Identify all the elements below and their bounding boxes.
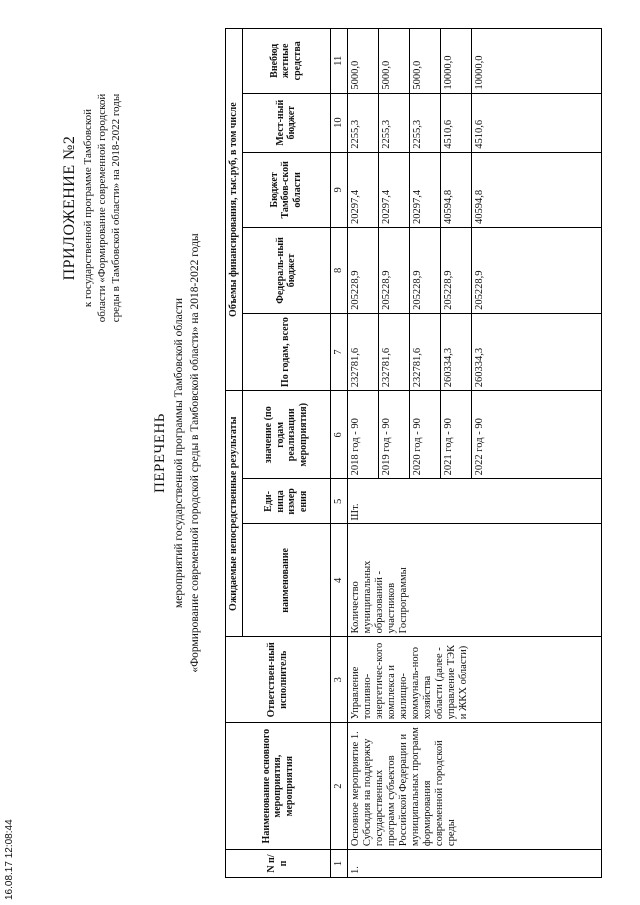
row-indicator: Количество муниципальных образований - участников Госпрограммы — [347, 523, 601, 636]
row-name: Основное мероприятие 1. Субсидия на поддержку государственных программ субъектов Российской Федерации и муниципальных программ формирования современной городской среды — [347, 722, 601, 849]
header-expected: Ожидаемые непосредственные результаты — [226, 390, 243, 636]
year-local: 2255,3 — [378, 93, 409, 152]
year-value: 2022 год - 90 — [471, 390, 601, 478]
year-value: 2021 год - 90 — [440, 390, 471, 478]
header-regional: Бюджет Тамбов-ской области — [242, 152, 330, 227]
rotated-sheet — [20, 18, 620, 888]
column-number: 10 — [330, 93, 347, 152]
row-executor: Управление топливно-энергетичес-кого комплекса и жилищно-коммуналь-ного хозяйства области (далее - управление ТЭК и ЖКХ области) — [347, 636, 601, 722]
year-local: 2255,3 — [347, 93, 378, 152]
appendix-heading: ПРИЛОЖЕНИЕ №2 — [61, 135, 78, 280]
year-federal: 205228,9 — [471, 227, 601, 313]
column-number: 11 — [330, 28, 347, 93]
column-number: 6 — [330, 390, 347, 478]
header-funding: Объемы финансирования, тыс.руб, в том числе — [226, 28, 243, 390]
header-federal: Федераль-ный бюджет — [242, 227, 330, 313]
header-extra: Внебюд жетные средства — [242, 28, 330, 93]
column-number: 1 — [330, 849, 347, 877]
title-heading: ПЕРЕЧЕНЬ — [152, 412, 168, 493]
year-total: 260334,3 — [440, 313, 471, 390]
year-regional: 20297,4 — [378, 152, 409, 227]
print-timestamp: 16.08.17 12:08:44 — [4, 819, 15, 900]
column-number: 3 — [330, 636, 347, 722]
year-extra: 5000,0 — [409, 28, 440, 93]
appendix-line: области «Формирование современной городской — [95, 93, 108, 322]
year-extra: 5000,0 — [347, 28, 378, 93]
appendix-line: среды в Тамбовской области» на 2018-2022 годы — [109, 93, 122, 322]
year-local: 2255,3 — [409, 93, 440, 152]
year-total: 232781,6 — [378, 313, 409, 390]
year-local: 4510,6 — [440, 93, 471, 152]
appendix-line: к государственной программе Тамбовской — [82, 108, 94, 307]
header-exp-value: значение (по годам реализации мероприятия) — [242, 390, 330, 478]
year-extra: 10000,0 — [471, 28, 601, 93]
document-title — [150, 18, 203, 888]
year-value: 2018 год - 90 — [347, 390, 378, 478]
header-local: Мест-ный бюджет — [242, 93, 330, 152]
row-num: 1. — [347, 849, 601, 877]
appendix-block — [60, 58, 123, 358]
header-total: По годам, всего — [242, 313, 330, 390]
column-number: 5 — [330, 478, 347, 523]
year-regional: 20297,4 — [409, 152, 440, 227]
year-value: 2019 год - 90 — [378, 390, 409, 478]
title-line: «Формирование современной городской среды в Тамбовской области» на 2018-2022 годы — [188, 232, 201, 673]
year-federal: 205228,9 — [440, 227, 471, 313]
activities-table — [225, 28, 602, 878]
year-federal: 205228,9 — [409, 227, 440, 313]
year-total: 260334,3 — [471, 313, 601, 390]
year-total: 232781,6 — [347, 313, 378, 390]
year-value: 2020 год - 90 — [409, 390, 440, 478]
column-number: 8 — [330, 227, 347, 313]
header-name: Наименование основного мероприятия, мероприятия — [226, 722, 331, 849]
year-local: 4510,6 — [471, 93, 601, 152]
year-federal: 205228,9 — [378, 227, 409, 313]
column-number: 7 — [330, 313, 347, 390]
column-number: 4 — [330, 523, 347, 636]
year-regional: 20297,4 — [347, 152, 378, 227]
year-regional: 40594,8 — [471, 152, 601, 227]
year-total: 232781,6 — [409, 313, 440, 390]
column-number: 2 — [330, 722, 347, 849]
row-unit: Шт. — [347, 478, 601, 523]
table-row — [347, 28, 378, 877]
title-line: мероприятий государственной программы Тамбовской области — [173, 297, 186, 608]
year-extra: 10000,0 — [440, 28, 471, 93]
year-federal: 205228,9 — [347, 227, 378, 313]
header-num: N п/п — [226, 849, 331, 877]
year-extra: 5000,0 — [378, 28, 409, 93]
header-executor: Ответствен-ный исполнитель — [226, 636, 331, 722]
header-exp-name: наименование — [242, 523, 330, 636]
header-exp-unit: Еди-ница измер ения — [242, 478, 330, 523]
column-number: 9 — [330, 152, 347, 227]
year-regional: 40594,8 — [440, 152, 471, 227]
